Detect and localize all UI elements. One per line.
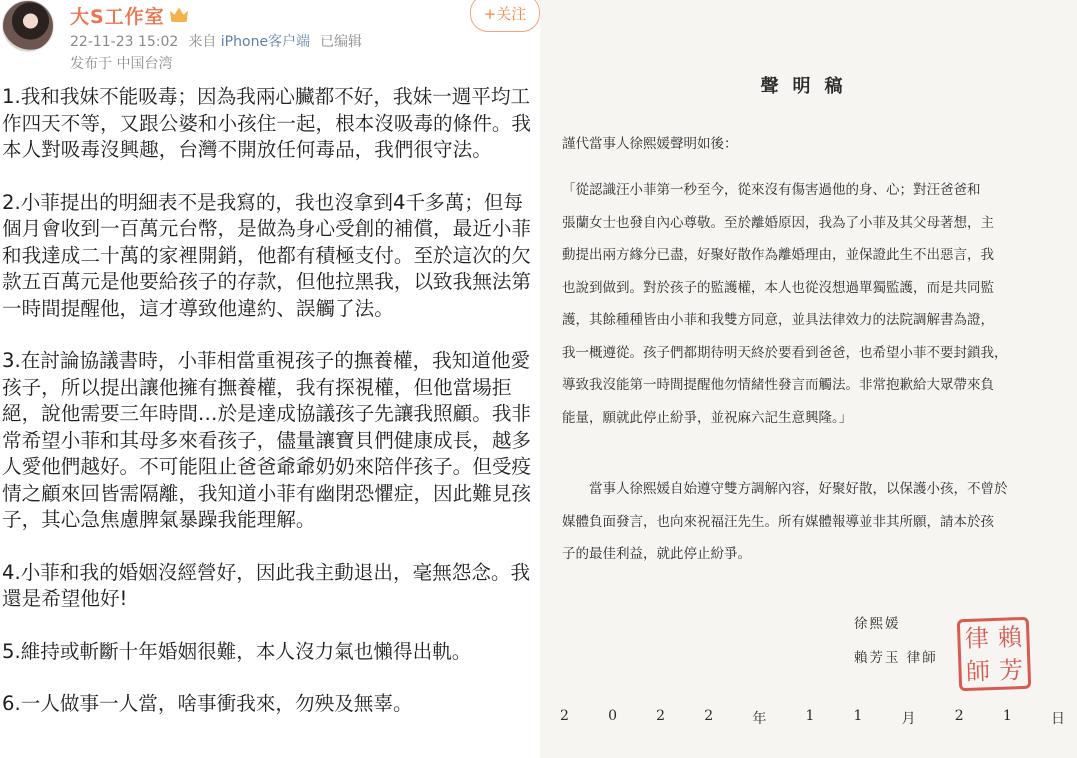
closing-line: 當事人徐熙媛自始遵守雙方調解內容，好聚好散，以保護小孩，不曾於 [562, 481, 1008, 497]
crown-icon [170, 6, 188, 22]
statement-date [560, 708, 1065, 728]
post-paragraph-6: 6.一人做事一人當，啥事衝我來，勿殃及無辜。 [2, 692, 413, 715]
date-char: 年 [752, 711, 767, 727]
date-char: 2 [954, 708, 964, 724]
seal-char: 師 [965, 656, 991, 686]
quote-line: 動提出兩方緣分已盡，好聚好散作為離婚理由，並保證此生不出惡言，我 [562, 247, 994, 263]
source-prefix: 来自 [188, 34, 217, 50]
seal-char: 律 [964, 623, 990, 653]
statement-quote [562, 174, 1067, 434]
date-char: 2 [704, 708, 714, 724]
date-char: 2 [560, 708, 569, 724]
post-paragraph-3: 3.在討論協議書時，小菲相當重視孩子的撫養權，我知道他愛孩子，所以提出讓他擁有撫養權，我有探視權，但他當場拒絕，說他需要三年時間…於是達成協議孩子先讓我照顧。我非常希望小菲和其母多來看孩子，儘量讓寶貝們健康成長，越多人愛他們越好。不可能阻止爸爸爺爺奶奶來陪伴孩子。但受疫情之顧來回皆需隔離，我知道小菲有幽閉恐懼症，因此難見孩子，其心急焦慮脾氣暴躁我能理解。 [2, 349, 532, 531]
quote-line: 我一概遵從。孩子們都期待明天終於要看到爸爸，也希望小菲不要封鎖我， [562, 344, 1008, 361]
post-location: 发布于 中国台湾 [70, 56, 173, 72]
post-meta [70, 31, 362, 51]
statement-image[interactable] [540, 0, 1077, 758]
edited-label[interactable]: 已编辑 [320, 34, 363, 50]
statement-intro: 謹代當事人徐熙媛聲明如後： [562, 136, 738, 152]
date-char: 1 [853, 708, 863, 724]
lawyer-seal-stamp [957, 617, 1031, 691]
follow-button[interactable]: +关注 [470, 0, 540, 32]
quote-line: 能量，願就此停止紛爭，並祝麻六記生意興隆。」 [562, 409, 853, 426]
closing-line: 子的最佳利益，就此停止紛爭。 [562, 546, 751, 562]
quote-line: 「從認識汪小菲第一秒至今，從來沒有傷害過他的身、心；對汪爸爸和 [562, 182, 981, 198]
post-paragraph-5: 5.維持或斬斷十年婚姻很難，本人沒力氣也懶得出軌。 [2, 639, 472, 663]
quote-line: 也說到做到。對於孩子的監護權，本人也從沒想過單獨監護，而是共同監 [562, 279, 994, 296]
date-char: 2 [656, 708, 666, 724]
lawyer-name: 賴芳玉 律師 [854, 650, 938, 666]
date-char: 0 [608, 708, 617, 724]
post-body [2, 84, 532, 744]
seal-char: 芳 [998, 655, 1024, 685]
date-char: 日 [1050, 711, 1065, 727]
closing-line: 媒體負面發言，也向來祝福汪先生。所有媒體報導並非其所願，請本於孩 [562, 513, 994, 530]
date-char: 月 [901, 711, 916, 727]
quote-line: 張蘭女士也發自內心尊敬。至於離婚原因，我為了小菲及其父母著想，主 [562, 214, 994, 231]
quote-line: 導致我沒能第一時間提醒他勿情緒性發言而觸法。非常抱歉給大眾帶來負 [562, 377, 994, 393]
date-char: 1 [1002, 708, 1012, 724]
avatar[interactable] [2, 0, 54, 52]
post-paragraph-1: 1.我和我妹不能吸毒；因為我兩心臟都不好，我妹一週平均工作四天不等，又跟公婆和小孩住一起，根本沒吸毒的條件。我本人對吸毒沒興趣，台灣不開放任何毒品，我們很守法。 [2, 85, 532, 161]
signer-name: 徐熙媛 [854, 616, 901, 632]
post-paragraph-2: 2.小菲提出的明細表不是我寫的，我也沒拿到4千多萬；但每個月會收到一百萬元台幣，是做為身心受創的補償，最近小菲和我達成二十萬的家裡開銷，他都有積極支付。至於這次的欠款五百萬元是他要給孩子的存款，但他拉黑我，以致我無法第一時間提醒他，這才導致他違約、誤觸了法。 [2, 190, 532, 320]
post-paragraph-4: 4.小菲和我的婚姻沒經營好，因此我主動退出，毫無怨念。我還是希望他好! [2, 560, 531, 610]
post-source-link[interactable]: iPhone客户端 [220, 34, 311, 50]
statement-closing [562, 473, 1067, 571]
date-char: 1 [805, 708, 815, 724]
user-name[interactable]: 大S工作室 [70, 6, 165, 28]
post-timestamp: 22-11-23 15:02 [70, 34, 179, 50]
seal-char: 賴 [997, 622, 1023, 652]
statement-title: 聲明稿 [760, 76, 857, 97]
quote-line: 護，其餘種種皆由小菲和我雙方同意，並具法律效力的法院調解書為證， [562, 312, 994, 328]
